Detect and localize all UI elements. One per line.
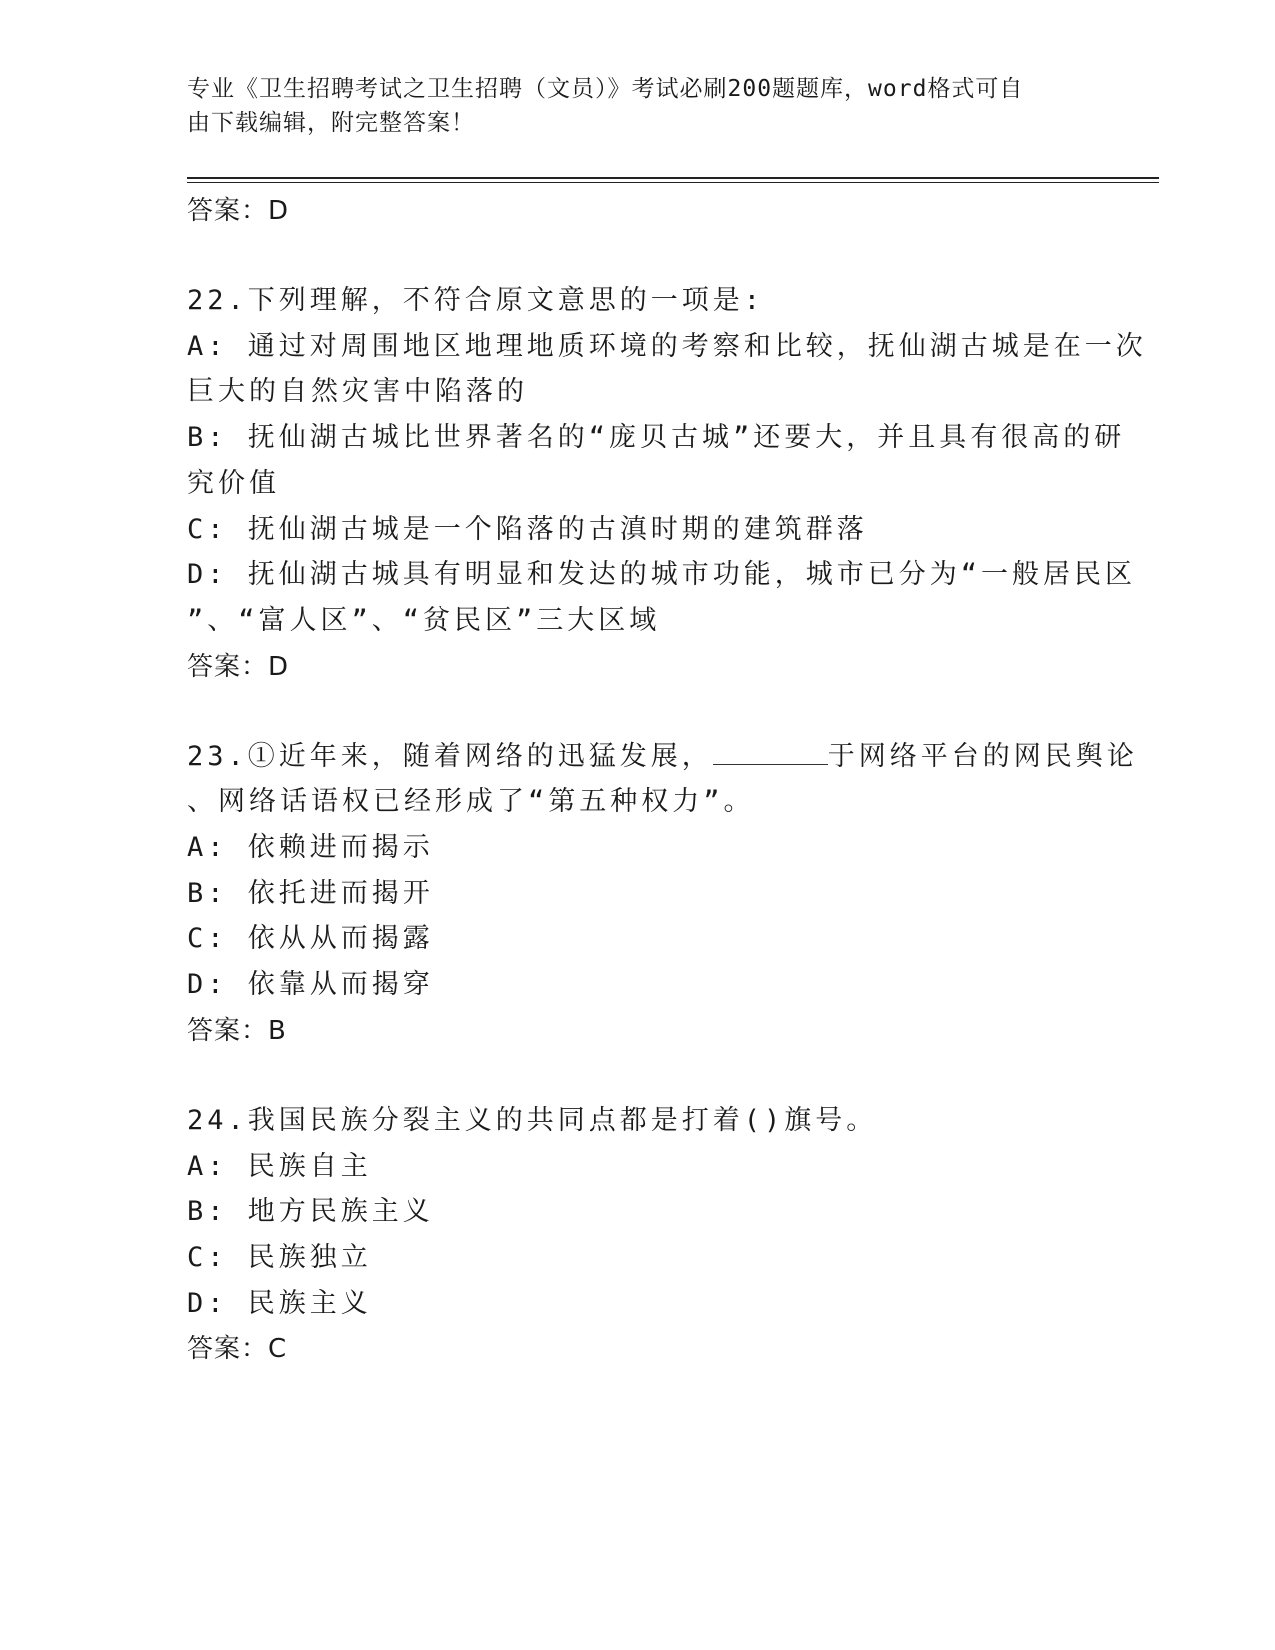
option-d: D: 抚仙湖古城具有明显和发达的城市功能，城市已分为“一般居民区 — [187, 559, 1137, 591]
header-divider-thick — [187, 177, 1159, 179]
question-22 — [187, 278, 1147, 690]
question-23 — [187, 734, 1138, 1054]
question-text-prefix: 23.①近年来，随着网络的迅猛发展， — [187, 740, 713, 772]
question-text — [187, 734, 1138, 780]
header-line-1: 专业《卫生招聘考试之卫生招聘（文员）》考试必刷200题题库，word格式可自 — [187, 76, 1024, 102]
option-b: B: 抚仙湖古城比世界著名的“庞贝古城”还要大，并且具有很高的研 — [187, 422, 1126, 454]
option-b: B: 依托进而揭开 — [187, 877, 434, 909]
question-text: 24.我国民族分裂主义的共同点都是打着()旗号。 — [187, 1104, 878, 1136]
fill-in-blank — [713, 740, 828, 765]
option-a-continued: 巨大的自然灾害中陷落的 — [187, 376, 528, 408]
question-text-continued: 、网络话语权已经形成了“第五种权力”。 — [187, 786, 755, 818]
question-24 — [187, 1098, 1087, 1373]
option-a: A: 依赖进而揭示 — [187, 832, 434, 864]
answer-line: 答案：D — [187, 196, 290, 226]
question-text: 22.下列理解，不符合原文意思的一项是: — [187, 285, 765, 316]
answer-line: 答案：C — [187, 1334, 288, 1365]
answer-line: 答案：B — [187, 1015, 287, 1046]
option-b: B: 地方民族主义 — [187, 1196, 434, 1228]
option-d-continued: ”、“富人区”、“贫民区”三大区域 — [187, 604, 661, 636]
option-b-continued: 究价值 — [187, 467, 280, 499]
answer-line: 答案：D — [187, 651, 290, 682]
option-d: D: 民族主义 — [187, 1287, 372, 1319]
option-d: D: 依靠从而揭穿 — [187, 969, 434, 1001]
option-c: C: 抚仙湖古城是一个陷落的古滇时期的建筑群落 — [187, 513, 868, 545]
option-c: C: 依从从而揭露 — [187, 923, 434, 955]
option-a: A: 通过对周围地区地理地质环境的考察和比较，抚仙湖古城是在一次 — [187, 330, 1147, 362]
header-line-2: 由下载编辑，附完整答案！ — [187, 110, 475, 136]
header-divider-thin — [187, 182, 1159, 183]
option-a: A: 民族自主 — [187, 1150, 372, 1182]
document-body — [187, 188, 1147, 1372]
question-text-suffix: 于网络平台的网民舆论 — [827, 740, 1138, 772]
page-header — [187, 72, 1077, 140]
option-c: C: 民族独立 — [187, 1241, 372, 1273]
